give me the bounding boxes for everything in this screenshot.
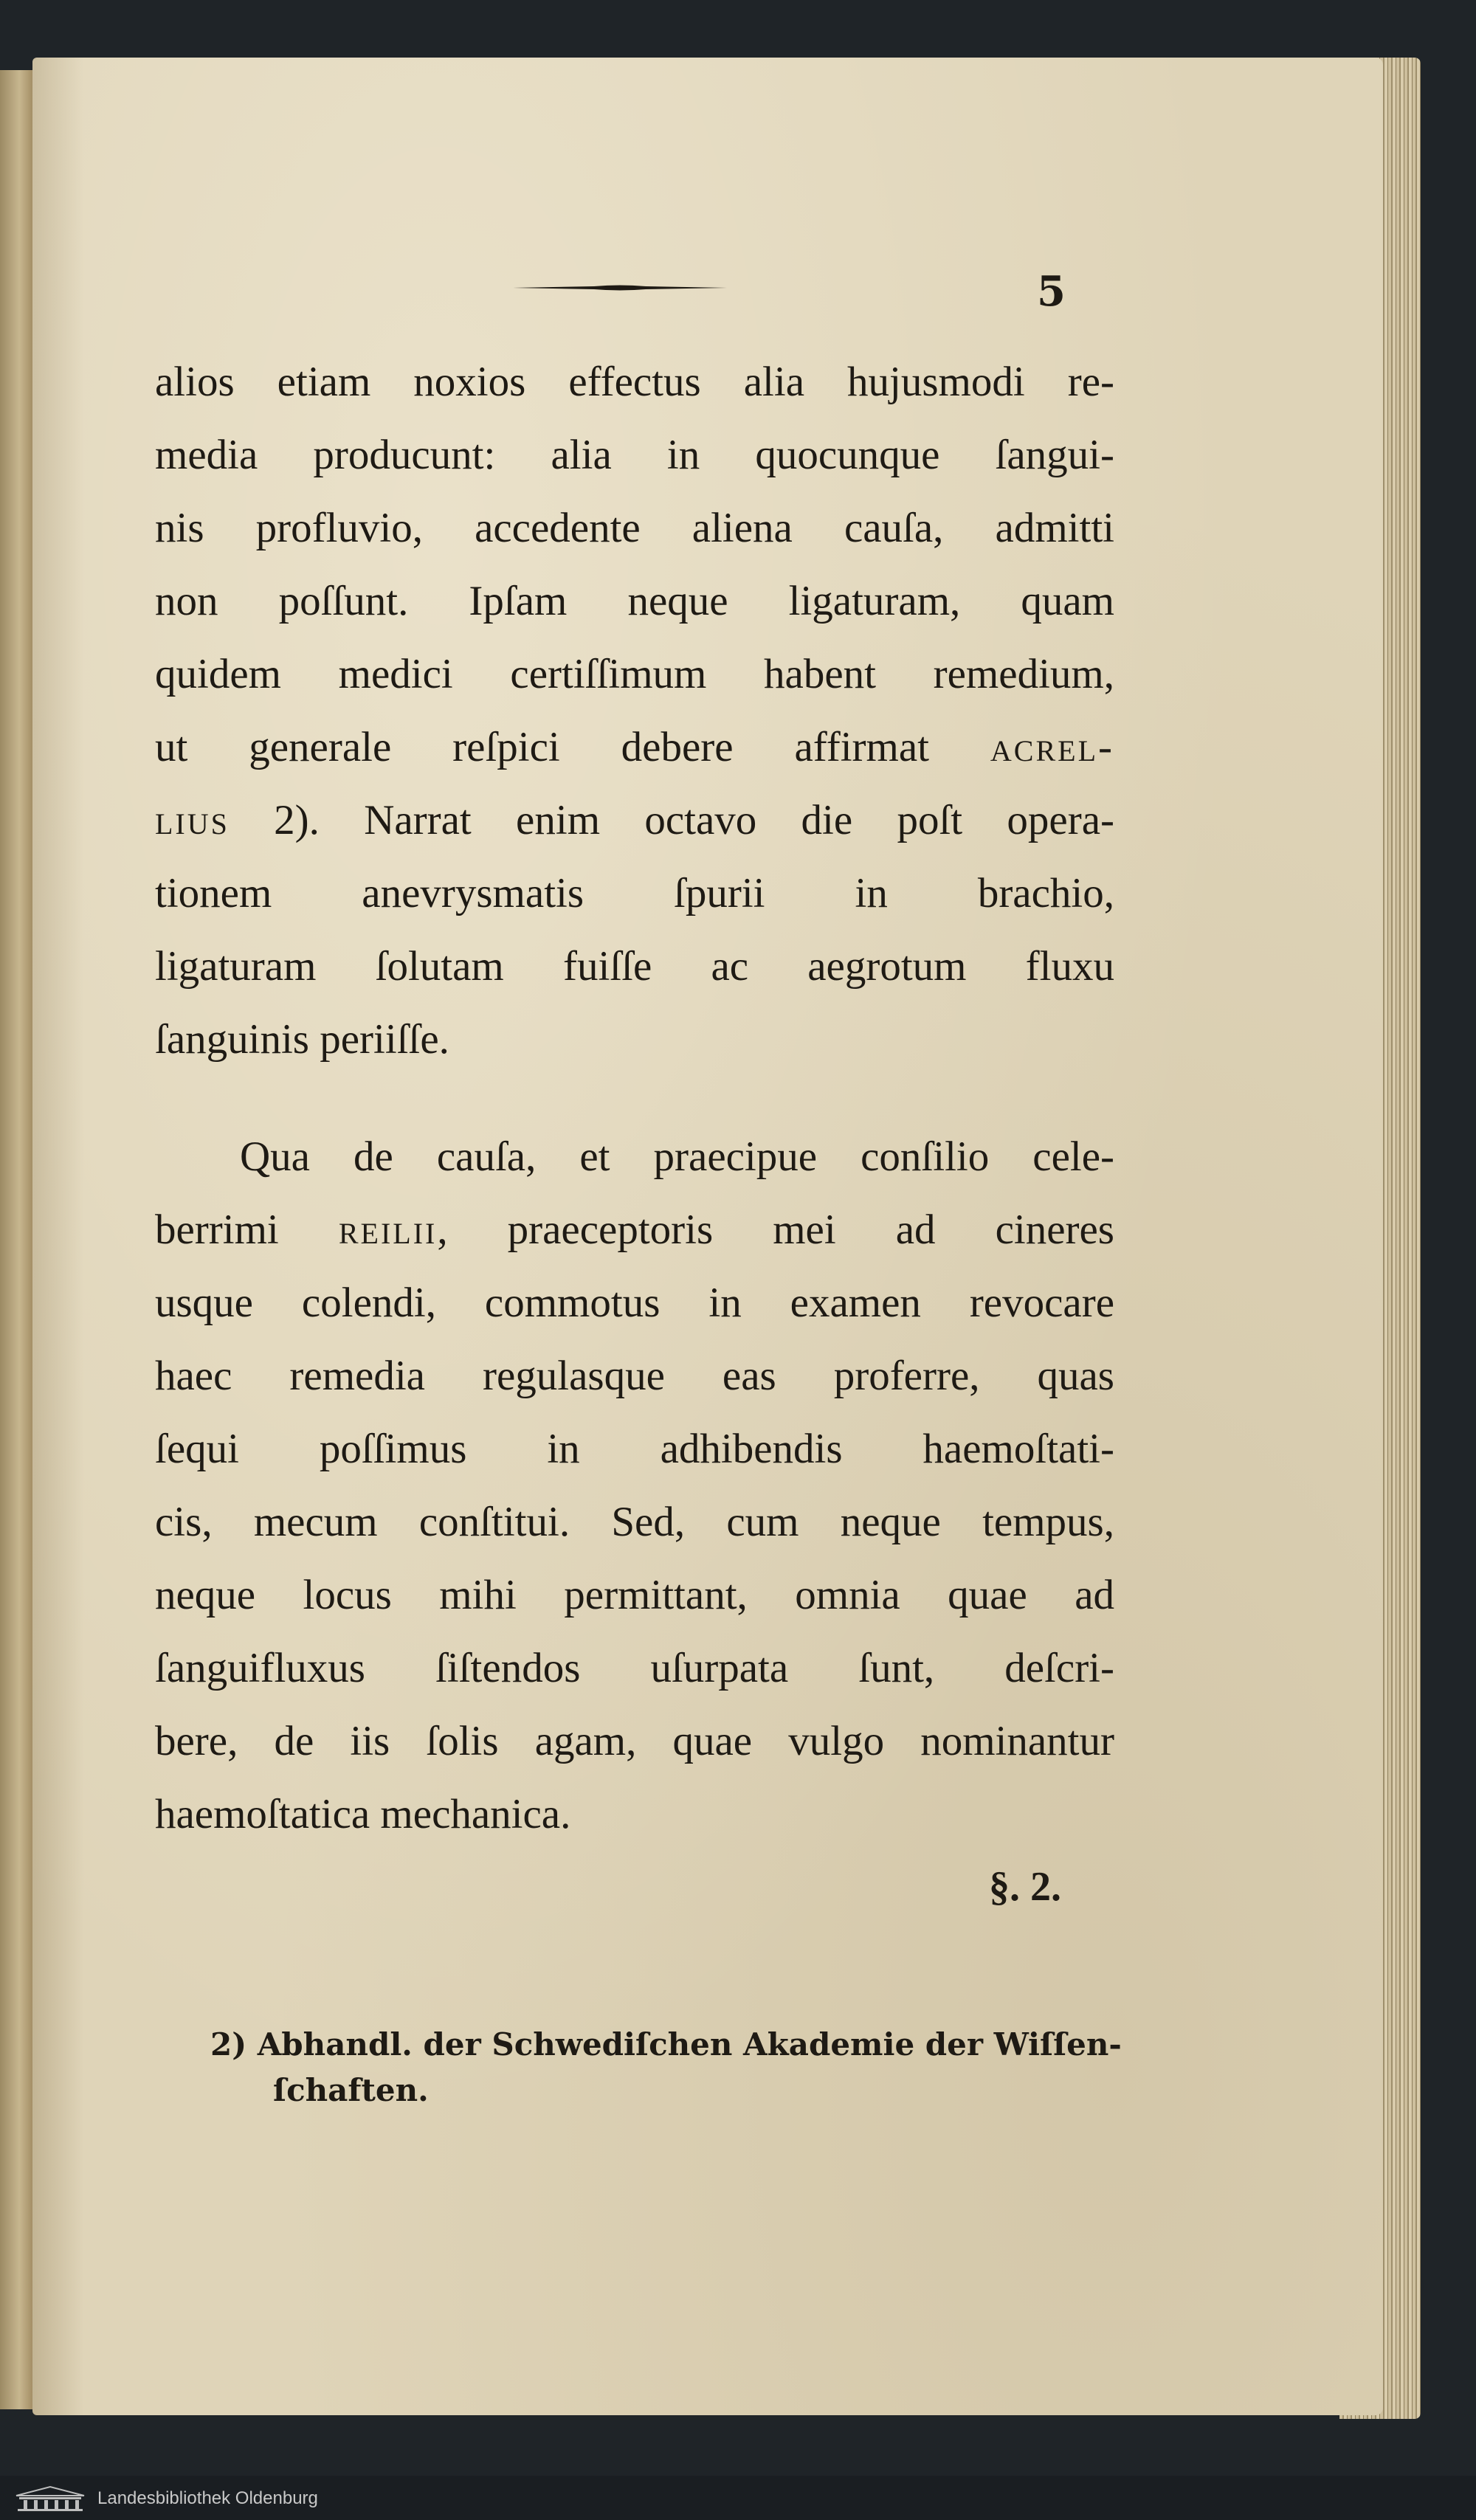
paragraph-gap [155,1076,1114,1120]
text-line [155,711,1114,784]
author-name-acrelius-cont: lius [155,797,230,843]
text-line [155,784,1114,857]
library-building-icon [13,2485,87,2512]
author-name-acrelius: acrel- [990,724,1114,770]
text-line: cis, mecum conſtitui. Sed, cum neque tempus, [155,1499,1114,1545]
text-line: ſequi poſſimus in adhibendis haemoſtati- [155,1426,1114,1472]
text-line: usque colendi, commotus in examen revocare [155,1280,1114,1326]
text-line: tionem anevrysmatis ſpurii in brachio, [155,870,1114,916]
text-line: Qua de cauſa, et praecipue conſilio cele- [240,1133,1114,1180]
library-name: Landesbibliothek Oldenburg [97,2488,318,2508]
author-name-reilii: reilii [338,1207,438,1253]
text-line: alios etiam noxios effectus alia hujusmodi re- [155,359,1114,405]
text-segment: ut generale reſpici debere affirmat [155,724,990,770]
text-line [155,1193,1114,1266]
footnote-line: 2) Abhandl. der Schwediſchen Akademie der Wiſſen- [210,2026,1122,2062]
text-segment: , praeceptoris mei ad cineres [437,1207,1114,1253]
text-line: non poſſunt. Ipſam neque ligaturam, quam [155,578,1114,624]
footnote-line: ſchaften. [273,2072,429,2108]
footnote [210,2022,1122,2113]
left-page-edge [0,70,32,2409]
text-line: bere, de iis ſolis agam, quae vulgo nominantur [155,1718,1114,1764]
header-rule [513,284,727,291]
body-text [155,345,1114,1851]
text-line: quidem medici certiſſimum habent remedium, [155,651,1114,697]
text-line: ſanguinis periiſſe. [155,1016,449,1063]
page-number: 5 [1037,267,1066,316]
text-line: media producunt: alia in quocunque ſangui- [155,432,1114,478]
text-line: ſanguifluxus ſiſtendos uſurpata ſunt, deſcri- [155,1645,1114,1691]
text-line: ligaturam ſolutam fuiſſe ac aegrotum fluxu [155,943,1114,990]
text-line: nis profluvio, accedente aliena cauſa, admitti [155,505,1114,551]
text-line: haec remedia regulasque eas proferre, quas [155,1353,1114,1399]
text-line: haemoſtatica mechanica. [155,1791,571,1837]
text-segment: berrimi [155,1207,339,1253]
catchword: §. 2. [989,1864,1061,1910]
text-segment: 2). Narrat enim octavo die poſt opera- [229,797,1114,843]
text-line: neque locus mihi permittant, omnia quae ad [155,1572,1114,1618]
